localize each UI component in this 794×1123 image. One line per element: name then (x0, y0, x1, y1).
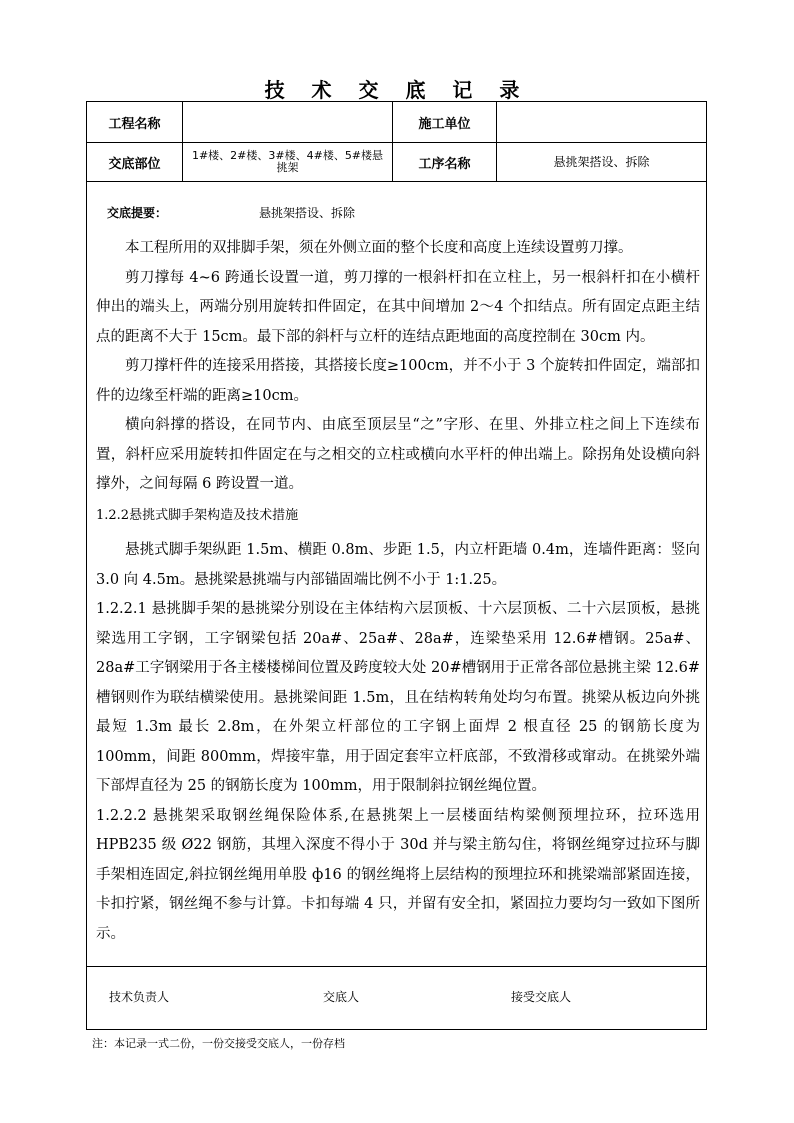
project-name-label: 工程名称 (108, 116, 161, 132)
paragraph: 1.2.2.2 悬挑架采取钢丝绳保险体系,在悬挑架上一层楼面结构梁侧预埋拉环，拉环选用 HPB235 级 Ø22 钢筋，其埋入深度不得小于 30d 并与梁主筋勾住，将钢丝绳穿过拉环与脚手架相连固定,斜拉钢丝绳用单股 ф16 的钢丝绳将上层结构的预埋拉环和挑梁端部紧固连接，卡扣拧紧，钢丝绳不参与计算。卡扣每端 4 只，并留有安全扣，紧固拉力要均匀一致如下图所示。 (96, 807, 700, 942)
paragraph: 横向斜撑的搭设，在同节内、由底至顶层呈“之”字形、在里、外排立柱之间上下连续布置，斜杆应采用旋转扣件固定在与之相交的立柱或横向水平杆的伸出端上。除拐角处设横向斜撑外，之间每隔 6 跨设置一道。 (96, 417, 700, 492)
disclosure-part-label: 交底部位 (108, 156, 161, 172)
project-name-value (183, 102, 392, 142)
tech-lead-signature-label: 技术负责人 (109, 990, 170, 1004)
discloser-signature-label: 交底人 (323, 990, 360, 1004)
footer-note: 注：本记录一式二份，一份交接受交底人，一份存档 (92, 1037, 345, 1050)
row-divider (87, 181, 706, 182)
section-heading: 1.2.2悬挑式脚手架构造及技术措施 (96, 507, 299, 523)
paragraph: 1.2.2.1 悬挑脚手架的悬挑梁分别设在主体结构六层顶板、十六层顶板、二十六层顶板，悬挑梁选用工字钢，工字钢梁包括 20a#、25a#、28a#，连梁垫采用 12.6#槽钢。25a#、28a#工字钢梁用于各主楼楼梯间位置及跨度较大处 20#槽钢用于正常各部位悬挑主梁 12.6#槽钢则作为联结横梁使用。悬挑梁间距 1.5m，且在结构转角处均匀布置。挑梁从板边向外挑最短 1.3m 最长 2.8m，在外架立杆部位的工字钢上面焊 2 根直径 25 的钢筋长度为 100mm，间距 800mm，焊接牢靠，用于固定套牢立杆底部，不致滑移或窜动。在挑梁外端下部焊直径为 25 的钢筋长度为 100mm，用于限制斜拉钢丝绳位置。 (96, 601, 700, 794)
row-divider (87, 966, 706, 967)
process-name-label: 工序名称 (418, 156, 471, 172)
paragraph: 本工程所用的双排脚手架，须在外侧立面的整个长度和高度上连续设置剪刀撑。 (125, 240, 633, 256)
paragraph: 剪刀撑杆件的连接采用搭接，其搭接长度≥100cm，并不小于 3 个旋转扣件固定，端部扣件的边缘至杆端的距离≥10cm。 (96, 358, 700, 404)
summary-label: 交底提要： (107, 206, 168, 220)
paragraph: 悬挑式脚手架纵距 1.5m、横距 0.8m、步距 1.5，内立杆距墙 0.4m，连墙件距离：竖向 3.0 向 4.5m。悬挑梁悬挑端与内部锚固端比例不小于 1:1.25。 (96, 542, 700, 588)
recipient-signature-label: 接受交底人 (511, 990, 572, 1004)
process-name-value: 悬挑架搭设、拆除 (553, 155, 650, 169)
paragraph: 剪刀撑每 4~6 跨通长设置一道，剪刀撑的一根斜杆扣在立柱上，另一根斜杆扣在小横杆伸出的端头上，两端分别用旋转扣件固定，在其中间增加 2～4 个扣结点。所有固定点距主结点的距离不大于 15cm。最下部的斜杆与立杆的连结点距地面的高度控制在 30cm 内。 (96, 269, 700, 345)
record-table (86, 101, 707, 1030)
summary-value: 悬挑架搭设、拆除 (259, 206, 356, 220)
document-title: 技 术 交 底 记 录 (264, 78, 530, 102)
disclosure-content (96, 234, 700, 949)
disclosure-part-value: 1#楼、2#楼、3#楼、4#楼、5#楼悬挑架 (191, 149, 384, 174)
construction-unit-value (497, 102, 706, 142)
construction-unit-label: 施工单位 (418, 116, 471, 132)
